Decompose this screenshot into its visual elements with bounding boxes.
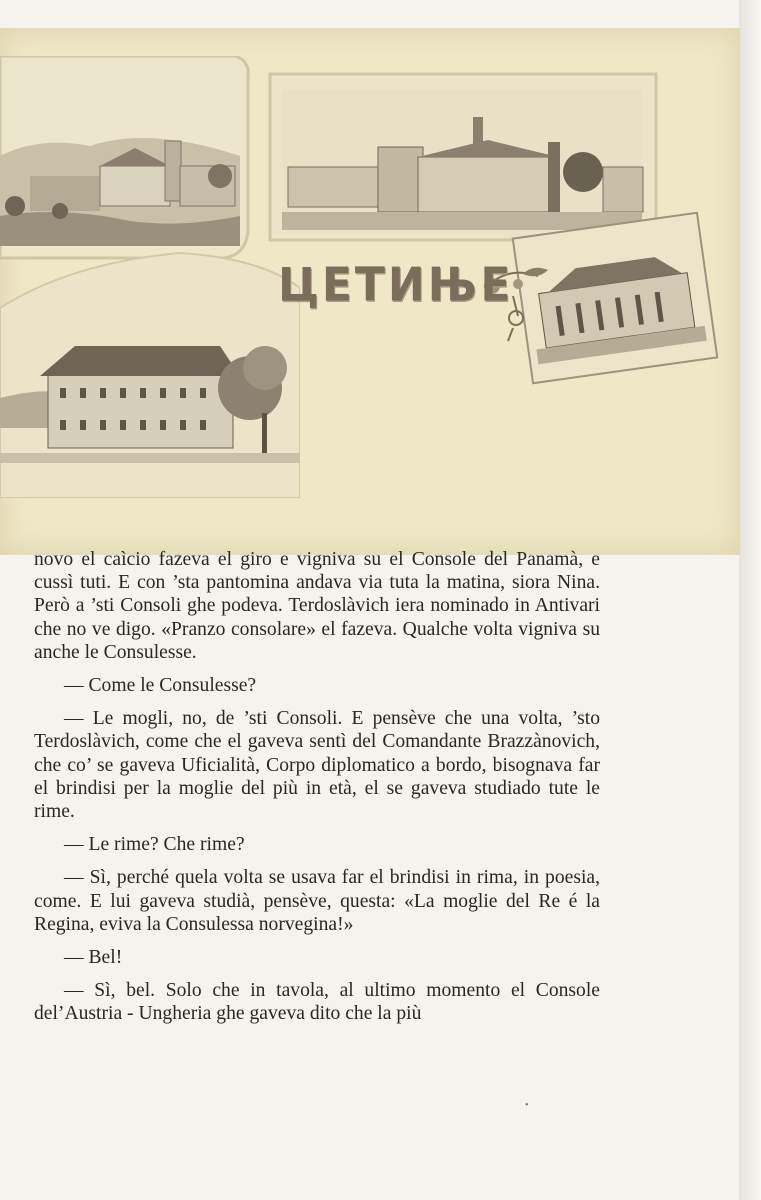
paragraph: — Sì, bel. Solo che in tavola, al ultimo momento el Console del’Austria - Ungheria ghe gaveva dito che la più — [34, 980, 600, 1025]
paragraph: — Sì, perché quela volta se usava far el brindisi in rima, in poesia, come. E lui gaveva studià, pensève, questa: «La moglie del Re é la Regina, eviva la Consulessa norvegina!» — [34, 867, 600, 935]
paragraph: — Le mogli, no, de ’sti Consoli. E pensève che una volta, ’sto Terdoslàvich, come che el gaveva sentì del Comandante Brazzànovich, che co’ se gaveva Uficialità, Corpo diplomatico a bordo, bisognava far el brindisi per la moglie del più in età, el se gaveva studiado tute le rime. — [34, 708, 600, 823]
paragraph: novo el caìcio fazeva el giro e vigniva su el Console del Panamà, e cussì tuti. E con ’sta pantomina andava via tuta la matina, siora Nina. Però a ’sti Consoli ghe podeva. Terdoslàvich iera nominado in Antivari che no ve digo. «Pranzo consolare» el fazeva. Qualche volta vigniva su anche le Consulesse. — [34, 549, 600, 663]
house-vignette-image — [0, 248, 300, 498]
town-vignette-image — [0, 56, 250, 266]
page-edge — [739, 0, 761, 1200]
postcard-illustration — [0, 28, 740, 555]
body-text — [34, 548, 600, 1026]
palace-vignette-image — [268, 72, 658, 242]
speck: • — [525, 1100, 529, 1111]
dialogue-line: — Come le Consulesse? — [64, 675, 257, 697]
dialogue-line: — Bel! — [64, 947, 123, 969]
city-caption: ЦЕТИЊЕ — [278, 258, 514, 313]
dialogue-line: — Le rime? Che rime? — [64, 834, 245, 856]
